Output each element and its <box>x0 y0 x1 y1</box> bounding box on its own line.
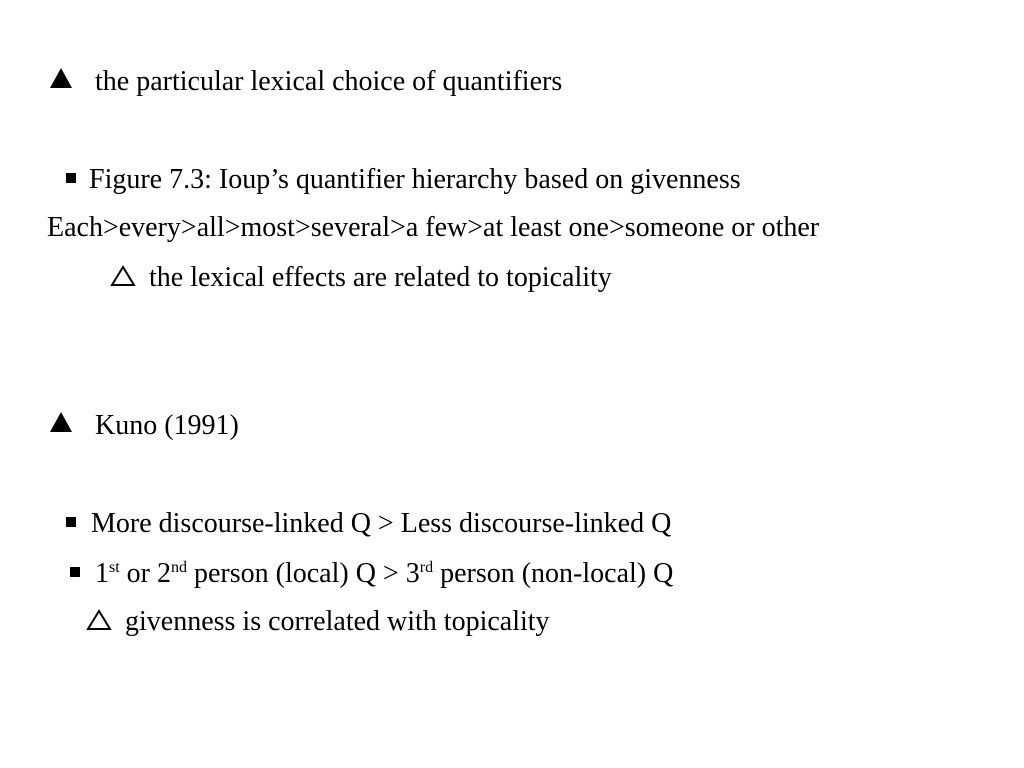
section1-heading-line <box>50 65 562 99</box>
section1-heading: the particular lexical choice of quantifiers <box>95 66 563 97</box>
point2-tail: person (non-local) Q <box>433 558 674 589</box>
point2-sup3: rd <box>419 559 434 576</box>
point1-line <box>66 507 671 541</box>
filled-triangle-bullet-icon <box>50 412 72 432</box>
point2-or: or <box>119 558 157 589</box>
figure-caption-line <box>66 163 741 197</box>
quantifier-hierarchy: Each>every>all>most>several>a few>at least one>someone or other <box>47 212 820 243</box>
point2-n2: 2 <box>157 558 171 589</box>
point2-n1: 1 <box>95 558 109 589</box>
square-bullet-icon <box>66 517 76 527</box>
section1-note-line <box>110 261 612 295</box>
outline-triangle-bullet-icon <box>110 265 136 287</box>
point2-line <box>70 557 673 591</box>
section2-note: givenness is correlated with topicality <box>125 606 550 637</box>
point2-sup2: nd <box>171 559 187 576</box>
point2-n3: 3 <box>405 558 420 589</box>
point1: More discourse-linked Q > Less discourse-linked Q <box>91 508 672 539</box>
section2-heading: Kuno (1991) <box>95 410 239 441</box>
section1-note: the lexical effects are related to topicality <box>149 262 612 293</box>
point2-sup1: st <box>109 559 120 576</box>
section2-heading-line <box>50 409 239 443</box>
outline-triangle-bullet-icon <box>86 609 112 631</box>
square-bullet-icon <box>70 567 80 577</box>
point2 <box>95 558 673 589</box>
figure-caption: Figure 7.3: Ioup’s quantifier hierarchy based on givenness <box>89 164 741 195</box>
filled-triangle-bullet-icon <box>50 68 72 88</box>
section2-note-line <box>86 605 550 639</box>
square-bullet-icon <box>66 173 76 183</box>
point2-mid: person (local) Q > <box>187 558 406 589</box>
